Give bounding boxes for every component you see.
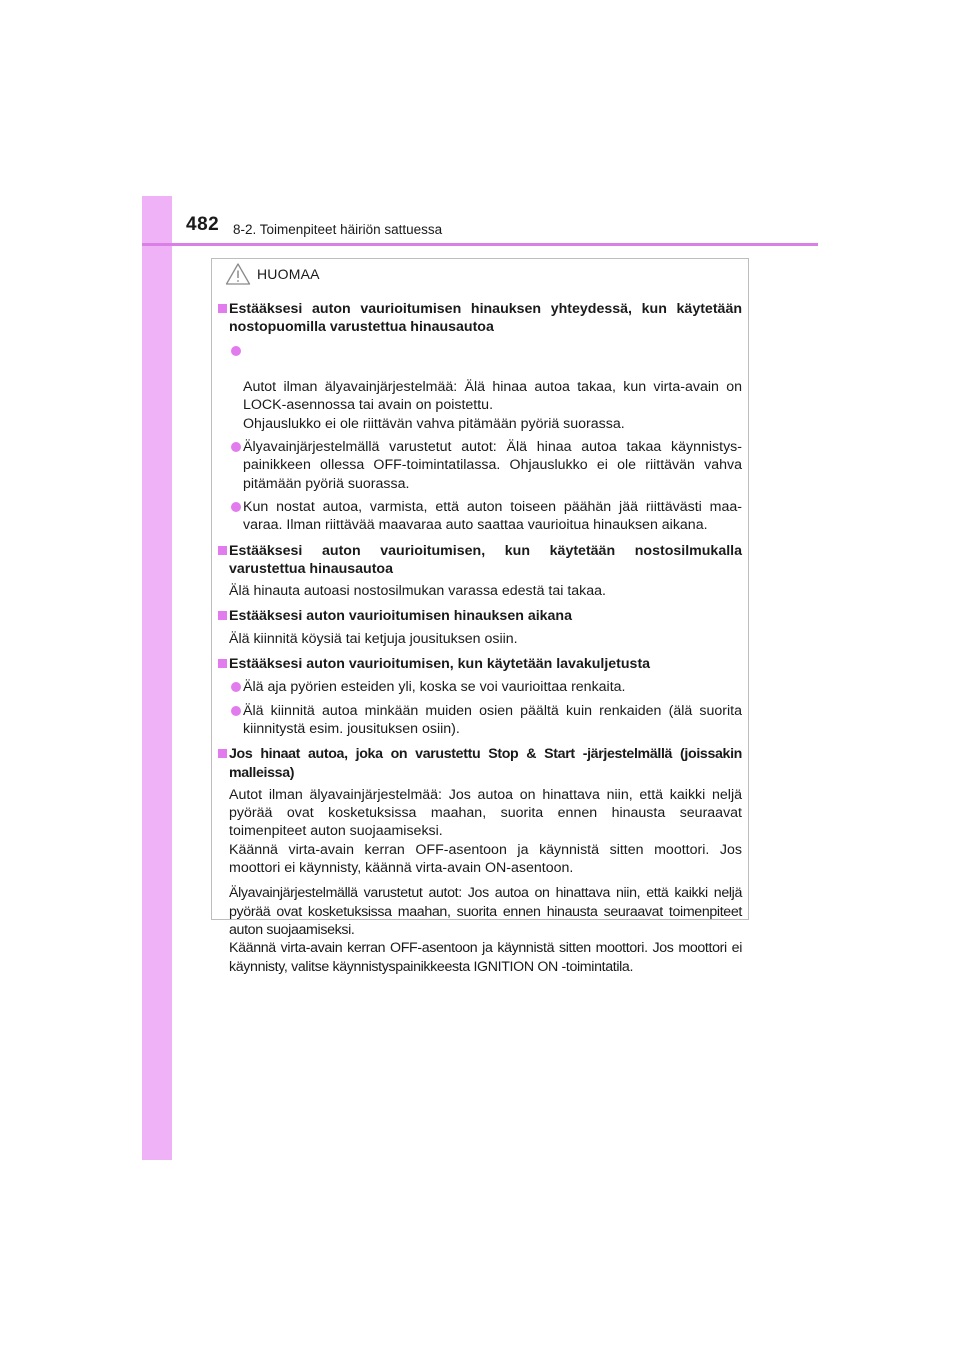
square-bullet-icon [218,546,227,555]
heading-text: Estääksesi auton vaurioitumisen, kun käytetään lavakuljetusta [229,656,651,673]
square-bullet-icon [218,304,227,313]
heading-text: Jos hinaat autoa, joka on varustettu Stop & Start -järjestelmällä (joissakin malleissa) [229,746,742,781]
caution-header [225,259,320,289]
bullet-text: Autot ilman älyavainjärjestelmää: Älä hinaa autoa takaa, kun virta-avain on LOCK-asennossa tai avain on poistettu. Ohjauslukko ei ole riittävän vahva pitämään pyöriä suorassa. [243,379,742,432]
paragraph: Autot ilman älyavainjärjestelmää: Jos autoa on hinattava niin, että kaikki neljä pyörää ovat kosketuksissa maahan, suorita ennen hinausta seuraavat toimenpiteet auton suojaamiseksi. Käännä virta-avain kerran OFF-asentoon ja käynnistä sitten moottori. Jos moottori ei käynnisty, käännä virta-avain ON-asentoon. [229,786,742,877]
caution-content [217,300,742,976]
round-bullet-icon [231,682,241,692]
section-title: 8-2. Toimenpiteet häiriön sattuessa [233,222,443,237]
bullet-text: Älä kiinnitä autoa minkään muiden osien päältä kuin renkaiden (älä suorita kiinnitystä esim. jousituksen osiin). [243,702,742,737]
page-number: 482 [186,214,220,235]
heading-text: Estääksesi auton vaurioitumisen hinauksen aikana [229,608,572,625]
bullet-text: Kun nostat autoa, varmista, että auton toiseen päähän jää riittävästi maa-varaa. Ilman riittävää maavaraa auto saattaa vaurioitua hinauksen aikana. [243,498,742,534]
round-bullet-icon [231,442,241,452]
caution-heading [217,542,742,579]
bullet-item [217,702,742,739]
paragraph: Älyavainjärjestelmällä varustetut autot: Jos autoa on hinattava niin, että kaikki neljä pyörää ovat kosketuksissa maahan, suorita ennen hinausta seuraavat toimenpiteet auton suojaamiseksi. Käännä virta-avain kerran OFF-asentoon ja käynnistä sitten moottori. Jos moottori ei käynnisty, valitse käynnistyspainikkeesta IGNITION ON -toimintatila. [229,885,742,975]
round-bullet-icon [231,502,241,512]
paragraph: Älä kiinnitä köysiä tai ketjuja jousituksen osiin. [229,630,518,647]
caution-heading [217,655,742,673]
chapter-side-tab [142,196,172,1160]
warning-triangle-icon [225,262,251,286]
bullet-item [217,678,742,696]
caution-box [211,258,749,975]
caution-heading [217,745,742,782]
bullet-item [217,438,742,493]
bullet-item [217,498,742,535]
bullet-text: Älyavainjärjestelmällä varustetut autot: Älä hinaa autoa takaa käynnistys-painikkeen ollessa OFF-toimintatilassa. Ohjauslukko ei ole riittävän vahva pitämään pyöriä suorassa. [243,439,742,492]
square-bullet-icon [218,611,227,620]
heading-text: Estääksesi auton vaurioitumisen hinauksen yhteydessä, kun käytetään nostopuomilla varustettua hinausautoa [229,301,742,336]
round-bullet-icon [231,706,241,716]
caution-heading [217,607,742,625]
header-rule [142,243,818,246]
paragraph: Älä hinauta autoasi nostosilmukan varassa edestä tai takaa. [229,583,606,600]
caution-label: HUOMAA [257,266,320,282]
bullet-text: Älä aja pyörien esteiden yli, koska se voi vaurioittaa renkaita. [243,679,626,696]
square-bullet-icon [218,659,227,668]
bullet-item [217,342,742,433]
heading-text: Estääksesi auton vaurioitumisen, kun käytetään nostosilmukalla varustettua hinausautoa [229,542,742,577]
square-bullet-icon [218,749,227,758]
round-bullet-icon [231,346,241,356]
caution-heading [217,300,742,337]
